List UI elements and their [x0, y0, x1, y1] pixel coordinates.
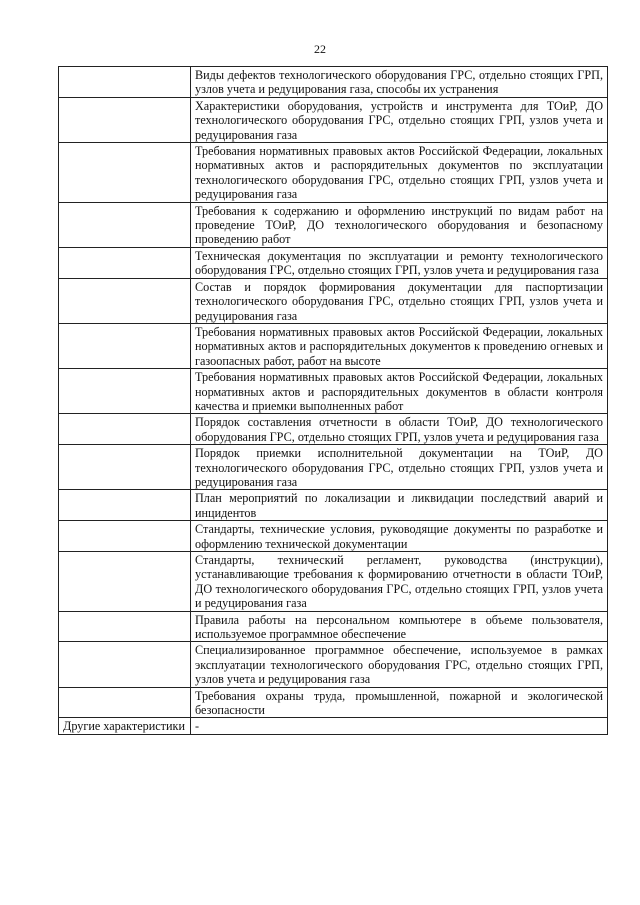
row-label-cell [59, 521, 191, 552]
table-row [59, 611, 608, 642]
table-row [59, 490, 608, 521]
row-label-cell [59, 445, 191, 490]
table-row [59, 323, 608, 368]
table-row [59, 369, 608, 414]
knowledge-item: Состав и порядок формирования документации для паспортизации технологического оборудования ГРС, отдельно стоящих ГРП, узлов учета и редуцирования газа [191, 278, 608, 323]
table-row [59, 521, 608, 552]
other-characteristics-label: Другие характеристики [59, 718, 191, 734]
row-label-cell [59, 642, 191, 687]
row-label-cell [59, 490, 191, 521]
row-label-cell [59, 278, 191, 323]
table-row [59, 97, 608, 142]
row-label-cell [59, 687, 191, 718]
row-label-cell [59, 247, 191, 278]
knowledge-item: Стандарты, технический регламент, руководства (инструкции), устанавливающие требования к формированию отчетности в области ТОиР, ДО технологического оборудования ГРС, отдельно стоящих ГРП, узлов учета и редуцирования газа [191, 552, 608, 612]
row-label-cell [59, 611, 191, 642]
knowledge-item: Порядок приемки исполнительной документации на ТОиР, ДО технологического оборудования ГРС, отдельно стоящих ГРП, узлов учета и редуцирования газа [191, 445, 608, 490]
knowledge-item: Характеристики оборудования, устройств и инструмента для ТОиР, ДО технологического оборудования ГРС, отдельно стоящих ГРП, узлов учета и редуцирования газа [191, 97, 608, 142]
row-label-cell [59, 323, 191, 368]
knowledge-item: Требования нормативных правовых актов Российской Федерации, локальных нормативных актов и распорядительных документов к проведению огневых и газоопасных работ, работ на высоте [191, 323, 608, 368]
page-number: 22 [314, 42, 326, 56]
knowledge-item: Виды дефектов технологического оборудования ГРС, отдельно стоящих ГРП, узлов учета и редуцирования газа, способы их устранения [191, 67, 608, 98]
knowledge-item: Требования охраны труда, промышленной, пожарной и экологической безопасности [191, 687, 608, 718]
table-row [59, 202, 608, 247]
row-label-cell [59, 97, 191, 142]
table-row [59, 414, 608, 445]
knowledge-item: План мероприятий по локализации и ликвидации последствий аварий и инцидентов [191, 490, 608, 521]
row-label-cell [59, 369, 191, 414]
row-label-cell [59, 552, 191, 612]
table-row [59, 718, 608, 734]
row-label-cell [59, 143, 191, 203]
knowledge-item: Специализированное программное обеспечение, используемое в рамках эксплуатации технологического оборудования ГРС, отдельно стоящих ГРП, узлов учета и редуцирования газа [191, 642, 608, 687]
requirements-table [58, 66, 608, 735]
knowledge-item: Стандарты, технические условия, руководящие документы по разработке и оформлению технической документации [191, 521, 608, 552]
knowledge-item: Порядок составления отчетности в области ТОиР, ДО технологического оборудования ГРС, отдельно стоящих ГРП, узлов учета и редуцирования газа [191, 414, 608, 445]
knowledge-item: Правила работы на персональном компьютере в объеме пользователя, используемое программное обеспечение [191, 611, 608, 642]
row-label-cell [59, 202, 191, 247]
table-row [59, 278, 608, 323]
table-row [59, 67, 608, 98]
row-label-cell [59, 414, 191, 445]
row-label-cell [59, 67, 191, 98]
knowledge-item: Требования нормативных правовых актов Российской Федерации, локальных нормативных актов и распорядительных документов в области контроля качества и приемки выполненных работ [191, 369, 608, 414]
other-characteristics-value: - [191, 718, 608, 734]
table-row [59, 445, 608, 490]
knowledge-item: Требования к содержанию и оформлению инструкций по видам работ на проведение ТОиР, ДО технологического оборудования и безопасному проведению работ [191, 202, 608, 247]
knowledge-item: Требования нормативных правовых актов Российской Федерации, локальных нормативных актов и распорядительных документов по эксплуатации технологического оборудования ГРС, отдельно стоящих ГРП, узлов учета и редуцирования газа [191, 143, 608, 203]
table-row [59, 552, 608, 612]
table-row [59, 687, 608, 718]
table-row [59, 247, 608, 278]
knowledge-item: Техническая документация по эксплуатации и ремонту технологического оборудования ГРС, отдельно стоящих ГРП, узлов учета и редуцирования газа [191, 247, 608, 278]
table-row [59, 642, 608, 687]
table-row [59, 143, 608, 203]
